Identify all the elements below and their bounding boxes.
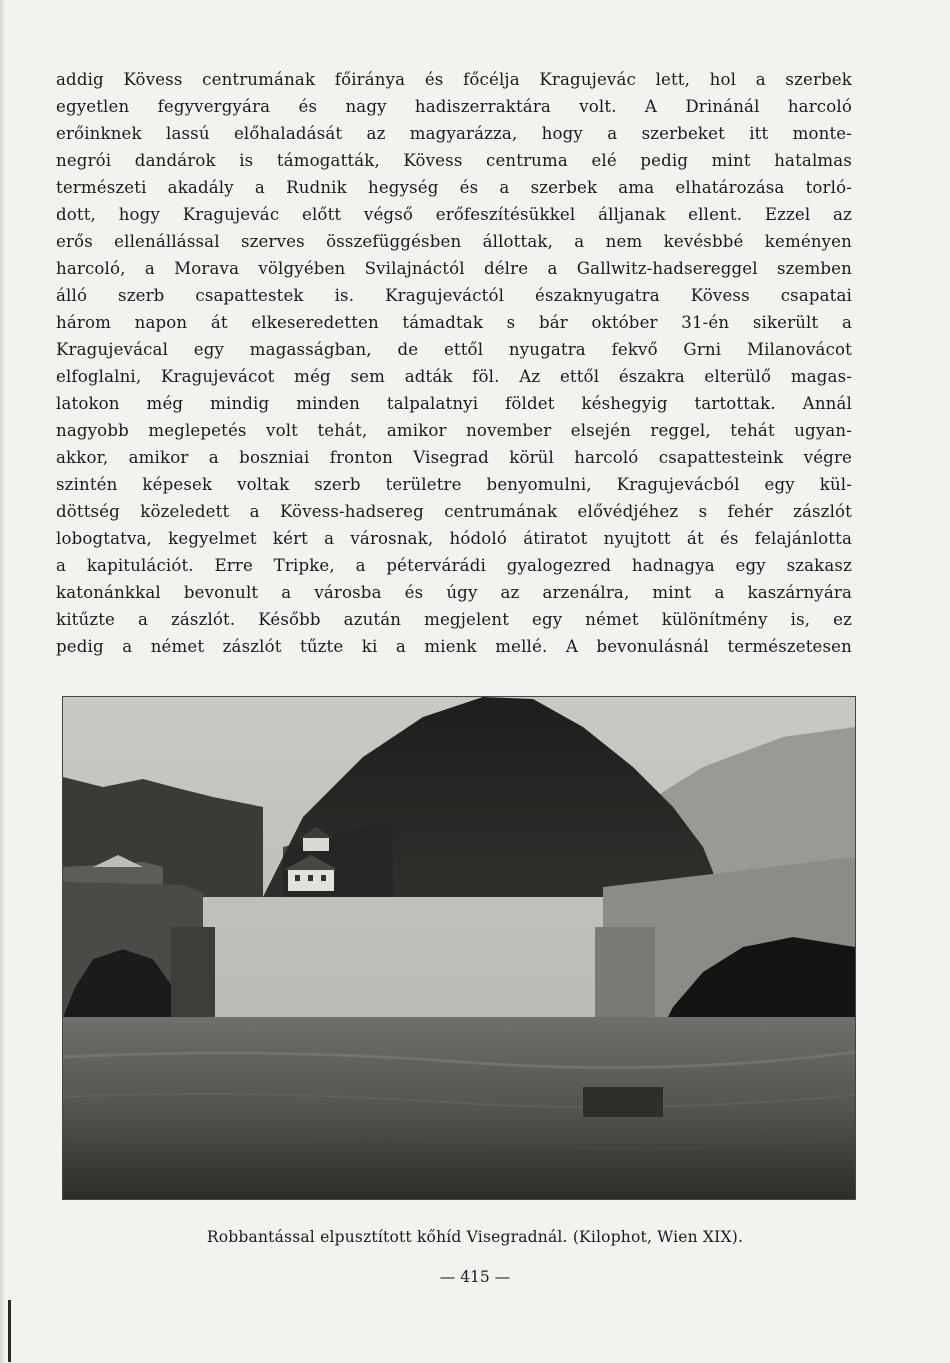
text-line: kitűzte a zászlót. Később azután megjelent egy német különítmény is, ez [56,610,852,629]
text-line: a kapitulációt. Erre Tripke, a pétervárádi gyalogezred hadnagya egy szakasz [56,556,852,575]
text-line: addig Kövess centrumának főiránya és főcélja Kragujevác lett, hol a szerbek [56,70,852,89]
text-line: akkor, amikor a boszniai fronton Visegrad körül harcoló csapattesteink végre [56,448,852,467]
text-line: döttség közeledett a Kövess-hadsereg centrumának elővédjéhez s fehér zászlót [56,502,852,521]
bridge-photograph [62,696,856,1200]
text-line: pedig a német zászlót tűzte ki a mienk mellé. A bevonulásnál természetesen [56,637,852,656]
text-line: nagyobb meglepetés volt tehát, amikor november elsején reggel, tehát ugyan- [56,421,852,440]
text-line: erős ellenállással szerves összefüggésben állottak, a nem kevésbbé keményen [56,232,852,251]
text-line: dott, hogy Kragujevác előtt végső erőfeszítésükkel álljanak ellent. Ezzel az [56,205,852,224]
photo-caption: Robbantással elpusztított kőhíd Visegradnál. (Kilophot, Wien XIX). [206,1228,744,1246]
body-text [56,66,852,660]
text-line: katonánkkal bevonult a városba és úgy az arzenálra, mint a kaszárnyára [56,583,852,602]
text-line: negrói dandárok is támogatták, Kövess centruma elé pedig mint hatalmas [56,151,852,170]
text-line: természeti akadály a Rudnik hegység és a szerbek ama elhatározása torló- [56,178,852,197]
text-line: harcoló, a Morava völgyében Svilajnáctól délre a Gallwitz-hadsereggel szemben [56,259,852,278]
text-line: erőinknek lassú előhaladását az magyarázza, hogy a szerbeket itt monte- [56,124,852,143]
text-line: latokon még mindig minden talpalatnyi földet késhegyig tartottak. Annál [56,394,852,413]
binding-mark [8,1300,11,1362]
text-line: elfoglalni, Kragujevácot még sem adták föl. Az ettől északra elterülő magas- [56,367,852,386]
page-edge-shadow [0,0,6,1363]
text-line: Kragujevácal egy magasságban, de ettől nyugatra fekvő Grni Milanovácot [56,340,852,359]
text-line: egyetlen fegyvergyára és nagy hadiszerraktára volt. A Drinánál harcoló [56,97,852,116]
text-line: szintén képesek voltak szerb területre benyomulni, Kragujevácból egy kül- [56,475,852,494]
page-number: — 415 — [439,1268,511,1286]
text-line: álló szerb csapattestek is. Kragujeváctól északnyugatra Kövess csapatai [56,286,852,305]
text-line: három napon át elkeseredetten támadtak s bár október 31-én sikerült a [56,313,852,332]
text-line: lobogtatva, kegyelmet kért a városnak, hódoló átiratot nyujtott át és felajánlotta [56,529,852,548]
